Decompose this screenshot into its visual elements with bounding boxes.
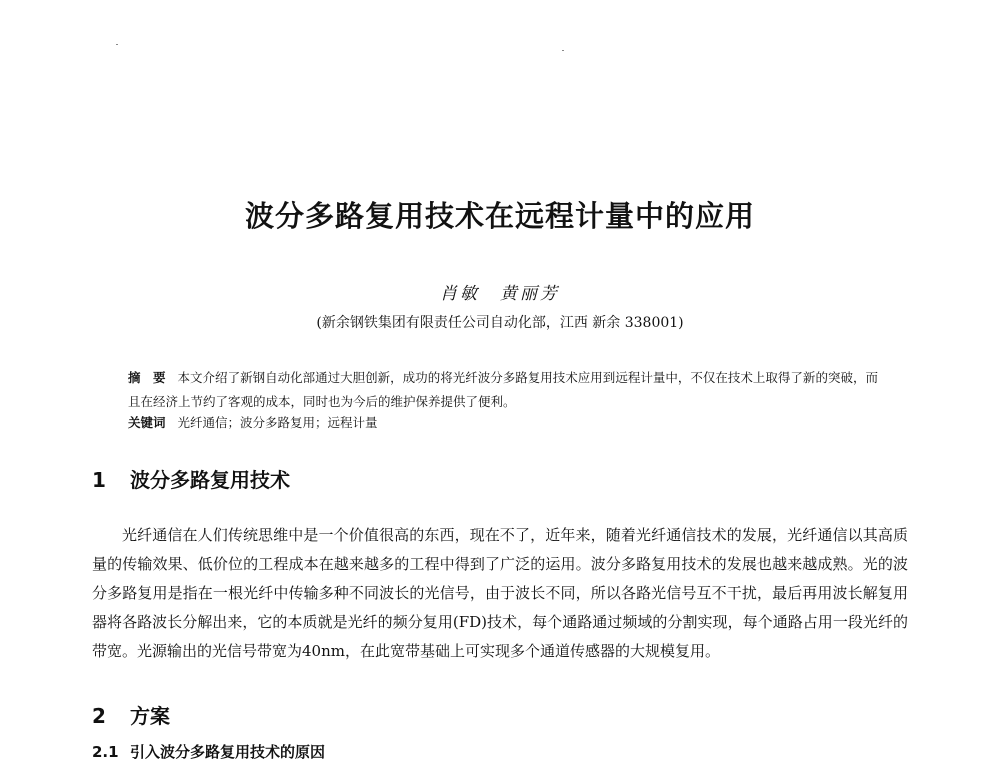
section-paragraph: 光纤通信在人们传统思维中是一个价值很高的东西，现在不了，近年来，随着光纤通信技术的发展，光纤通信以其高质量的传输效果、低价位的工程成本在越来越多的工程中得到了广泛的运用。波分多路复用技术的发展也越来越成熟。光的波分多路复用是指在一根光纤中传输多种不同波长的光信号，由于波长不同，所以各路光信号互不干扰，最后再用波长解复用器将各路波长分解出来，它的本质就是光纤的频分复用(FD)技术，每个通路通过频域的分割实现，每个通路占用一段光纤的带宽。光源输出的光信号带宽为40nm，在此宽带基础上可实现多个通道传感器的大规模复用。	[92, 526, 908, 660]
keywords-text: 光纤通信；波分多路复用；远程计量	[177, 415, 378, 430]
keywords-label: 关键词	[128, 415, 166, 430]
section-number: 1	[92, 468, 106, 492]
section-heading	[92, 464, 290, 493]
subsection-heading	[92, 741, 325, 762]
subsection-title: 引入波分多路复用技术的原因	[130, 743, 326, 761]
paper-title: 波分多路复用技术在远程计量中的应用	[244, 199, 755, 233]
section-title: 方案	[130, 704, 170, 728]
scan-speck	[562, 50, 564, 51]
section-heading	[92, 700, 170, 729]
section-number: 2	[92, 704, 106, 728]
subsection-number: 2.1	[92, 743, 119, 761]
affiliation: (新余钢铁集团有限责任公司自动化部，江西 新余 338001)	[316, 315, 684, 331]
authors: 肖敏 黄丽芳	[440, 284, 560, 304]
section-title: 波分多路复用技术	[130, 468, 290, 492]
abstract-text: 本文介绍了新钢自动化部通过大胆创新，成功的将光纤波分多路复用技术应用到远程计量中，不仅在技术上取得了新的突破，而且在经济上节约了客观的成本，同时也为今后的维护保养提供了便利。	[128, 370, 878, 409]
abstract-label: 摘 要	[128, 370, 166, 385]
keywords	[128, 413, 878, 431]
scan-speck	[116, 44, 118, 45]
abstract	[128, 366, 878, 414]
